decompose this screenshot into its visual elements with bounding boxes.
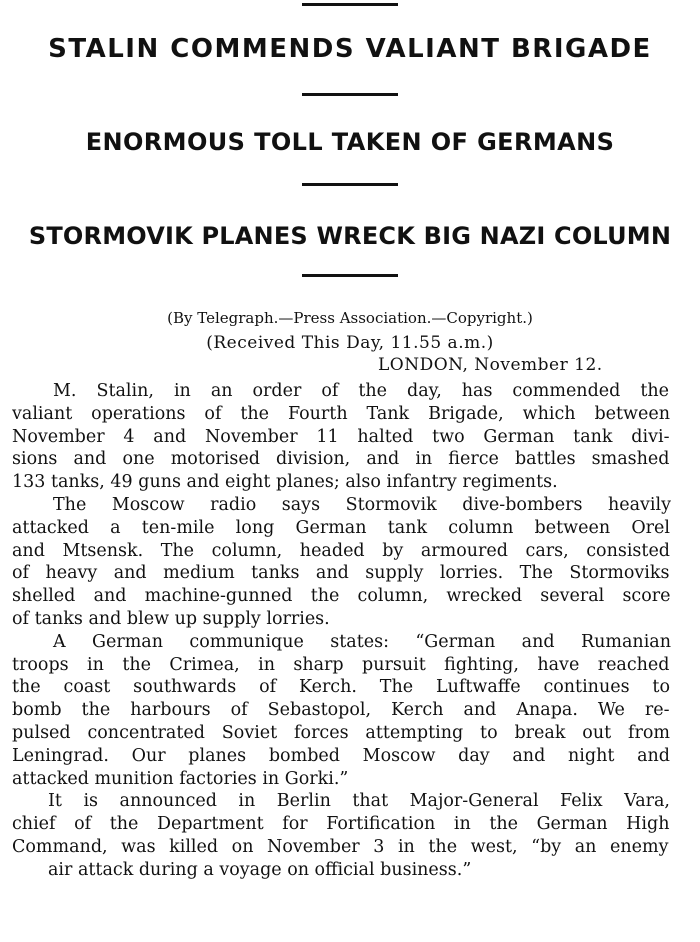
dateline: LONDON, November 12. [378,355,603,375]
article-line: of heavy and medium tanks and supply lorries. The Stormoviks [12,563,670,584]
headline-rule-1 [302,93,398,96]
article-line: air attack during a voyage on official business.” [48,859,472,880]
article-line: A German communique states: “German and Rumanian [53,631,671,652]
article-line: November 4 and November 11 halted two German tank divi- [12,426,670,447]
article-line: attacked munition factories in Gorki.” [12,768,349,789]
received-note: (Received This Day, 11.55 a.m.) [206,333,494,353]
article-line: pulsed concentrated Soviet forces attempting to break out from [12,722,670,743]
main-headline: STALIN COMMENDS VALIANT BRIGADE [48,34,652,64]
article-body [12,380,674,882]
article-line: The Moscow radio says Stormovik dive-bombers heavily [53,494,671,515]
article-line: Leningrad. Our planes bombed Moscow day and night and [12,745,670,766]
article-line: valiant operations of the Fourth Tank Brigade, which between [12,403,670,424]
article-line: bomb the harbours of Sebastopol, Kerch and Anapa. We re- [12,700,670,721]
article-line: sions and one motorised division, and in fierce battles smashed [12,449,670,470]
article-line: chief of the Department for Fortification in the German High [12,814,670,835]
third-headline: STORMOVIK PLANES WRECK BIG NAZI COLUMN [28,222,672,250]
article-line: of tanks and blew up supply lorries. [12,608,330,629]
article-line: and Mtsensk. The column, headed by armoured cars, consisted [12,540,670,561]
top-rule [302,3,398,6]
article-line: It is announced in Berlin that Major-General Felix Vara, [48,791,670,812]
article-line: Command, was killed on November 3 in the west, “by an enemy [12,836,669,857]
article-line: 133 tanks, 49 guns and eight planes; also infantry regiments. [12,472,558,493]
headline-rule-2 [302,183,398,186]
article-line: troops in the Crimea, in sharp pursuit fighting, have reached [12,654,670,675]
headline-rule-3 [302,274,398,277]
article-line: attacked a ten-mile long German tank column between Orel [12,517,670,538]
second-headline: ENORMOUS TOLL TAKEN OF GERMANS [85,128,615,156]
article-line: shelled and machine-gunned the column, wrecked several score [12,586,671,607]
source-credit: (By Telegraph.—Press Association.—Copyright.) [167,309,533,327]
article-line: the coast southwards of Kerch. The Luftwaffe continues to [12,677,670,698]
article-line: M. Stalin, in an order of the day, has commended the [53,381,669,401]
